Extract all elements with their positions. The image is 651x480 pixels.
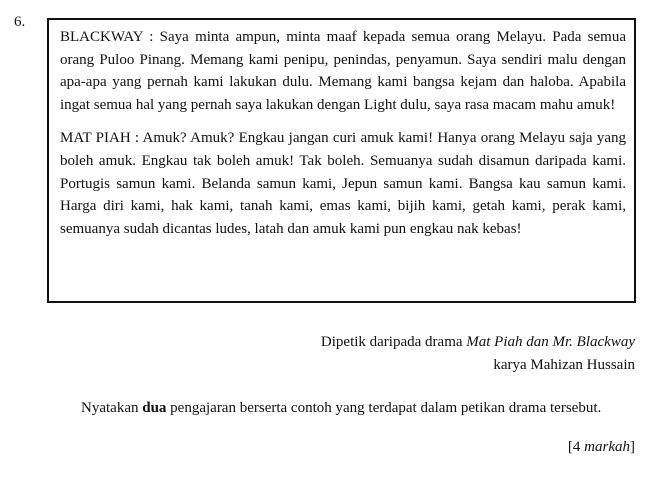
excerpt-paragraph-mat-piah: MAT PIAH : Amuk? Amuk? Engkau jangan curi amuk kami! Hanya orang Melayu saja yang boleh amuk. Engkau tak boleh amuk! Tak boleh. Semuanya sudah disamun daripada kami. Portugis samun kami. Belanda samun kami, Jepun samun kami. Bangsa kau samun kami. Harga diri kami, hak kami, tanah kami, emas kami, bijih kami, getah kami, perak kami, semuanya sudah dicantas ludes, latah dan amuk kami pun engkau nak kebas!: [60, 130, 626, 237]
marks-label: [568, 439, 635, 456]
source-line-1: [321, 331, 635, 354]
question-before: Nyatakan: [81, 400, 143, 416]
source-prefix: Dipetik daripada drama: [320, 334, 467, 350]
question-text: [81, 397, 635, 420]
excerpt-paragraph-blackway: BLACKWAY : Saya minta ampun, minta maaf kepada semua orang Melayu. Pada semua orang Puloo Pinang. Memang kami penipu, penindas, penyamun. Saya sendiri malu dengan apa-apa yang pernah kami lakukan dulu. Memang kami bangsa kejam dan haloba. Apabila ingat semua hal yang pernah saya lakukan dengan Light dulu, saya rasa macam mahu amuk!: [60, 29, 626, 113]
source-author: karya Mahizan Hussain: [493, 357, 635, 373]
marks-word: markah: [584, 439, 630, 455]
question-bold: dua: [142, 400, 167, 416]
question-number: 6.: [14, 14, 26, 30]
marks-close: ]: [630, 439, 635, 455]
source-citation: [321, 331, 635, 377]
question-after: pengajaran berserta contoh yang terdapat dalam petikan drama tersebut.: [166, 400, 602, 416]
source-title: Mat Piah dan Mr. Blackway: [466, 334, 635, 350]
marks-open: [4: [567, 439, 585, 455]
excerpt-box: [47, 18, 636, 303]
